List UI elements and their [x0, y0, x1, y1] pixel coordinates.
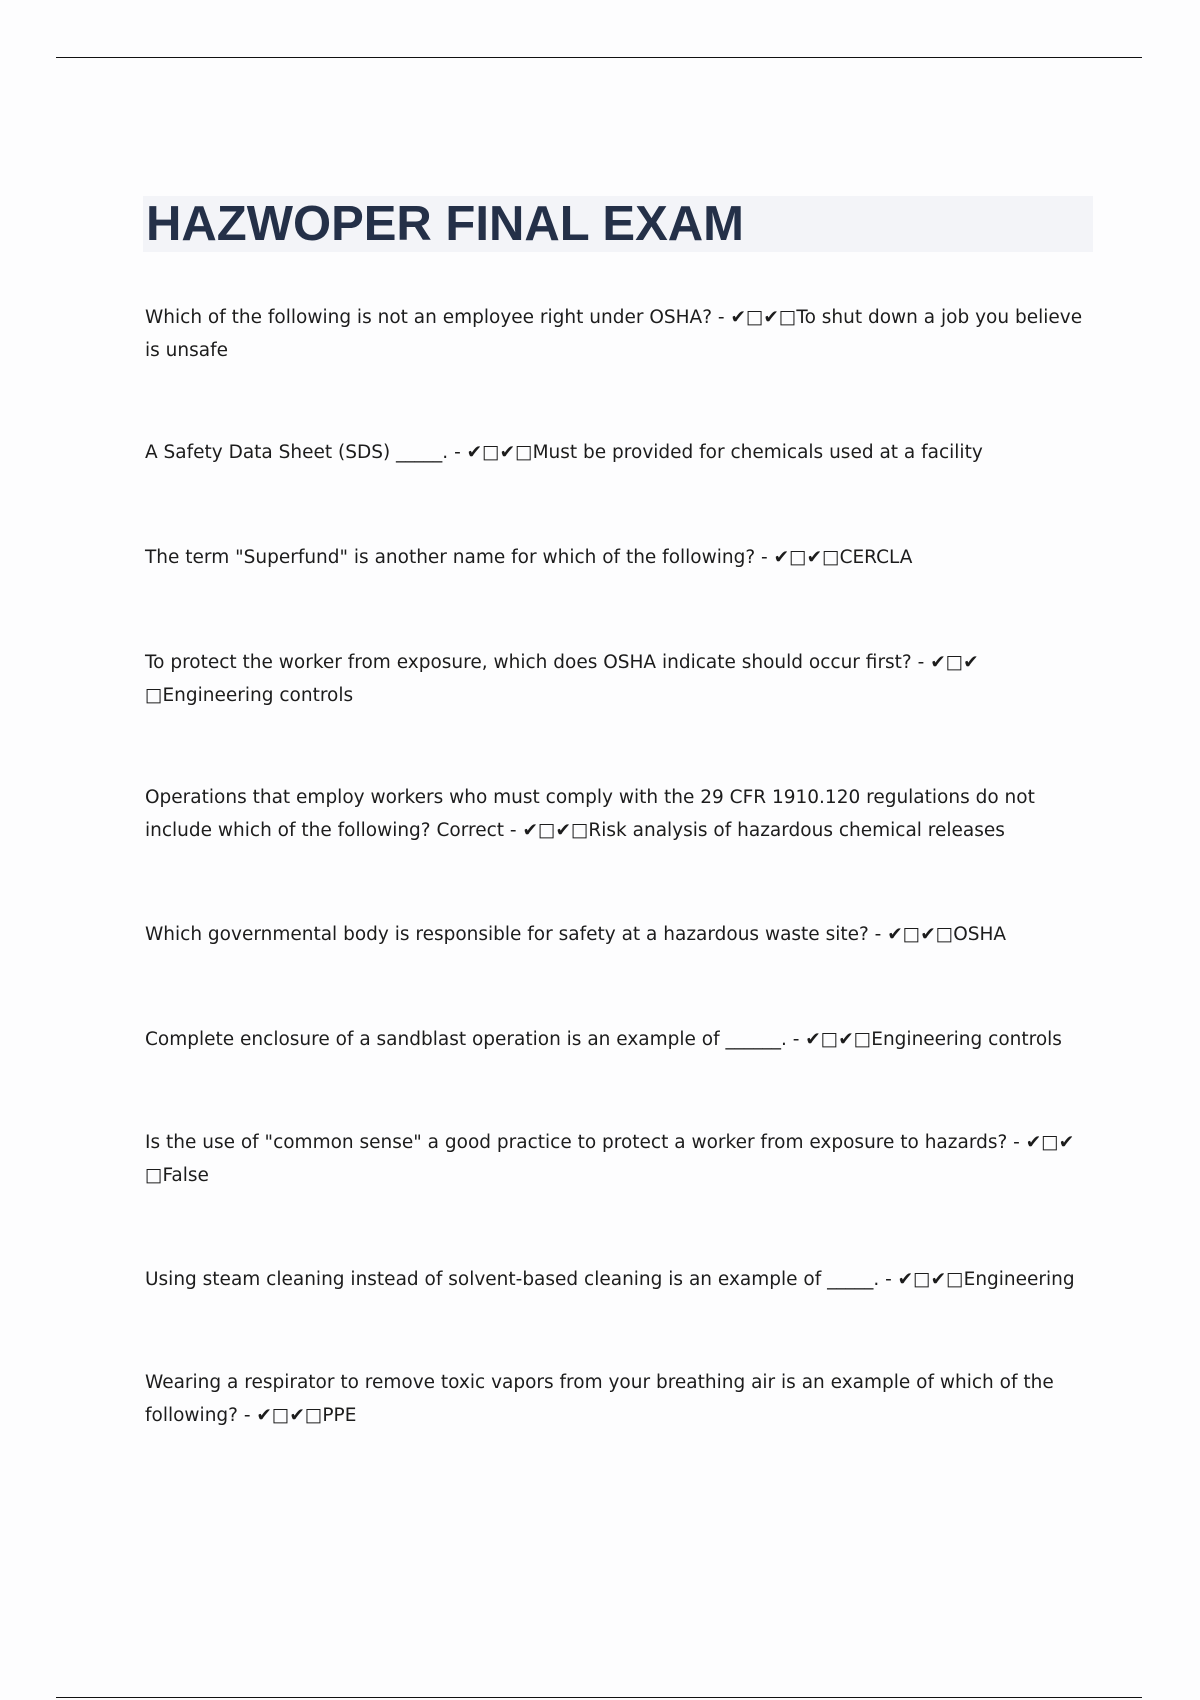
document-title: HAZWOPER FINAL EXAM: [146, 197, 744, 251]
question-4: To protect the worker from exposure, which does OSHA indicate should occur first? - ✔□✔ □Engineering controls: [145, 652, 979, 706]
question-9: Using steam cleaning instead of solvent-based cleaning is an example of _____. - ✔□✔□Engineering: [145, 1269, 1075, 1290]
question-10: Wearing a respirator to remove toxic vapors from your breathing air is an example of which of the following? - ✔□✔□PPE: [145, 1372, 1054, 1426]
question-6: Which governmental body is responsible for safety at a hazardous waste site? - ✔□✔□OSHA: [145, 924, 1007, 945]
question-2: A Safety Data Sheet (SDS) _____. - ✔□✔□Must be provided for chemicals used at a facility: [145, 442, 983, 463]
question-1: Which of the following is not an employee right under OSHA? - ✔□✔□To shut down a job you believe is unsafe: [145, 307, 1083, 361]
question-3: The term "Superfund" is another name for which of the following? - ✔□✔□CERCLA: [145, 547, 913, 568]
question-8: Is the use of "common sense" a good practice to protect a worker from exposure to hazards? - ✔□✔ □False: [145, 1132, 1075, 1186]
header-rule: [56, 57, 1142, 58]
question-7: Complete enclosure of a sandblast operation is an example of ______. - ✔□✔□Engineering controls: [145, 1029, 1062, 1050]
question-5: Operations that employ workers who must comply with the 29 CFR 1910.120 regulations do not include which of the following? Correct - ✔□✔□Risk analysis of hazardous chemical releases: [145, 787, 1035, 841]
footer-rule: [56, 1697, 1142, 1698]
